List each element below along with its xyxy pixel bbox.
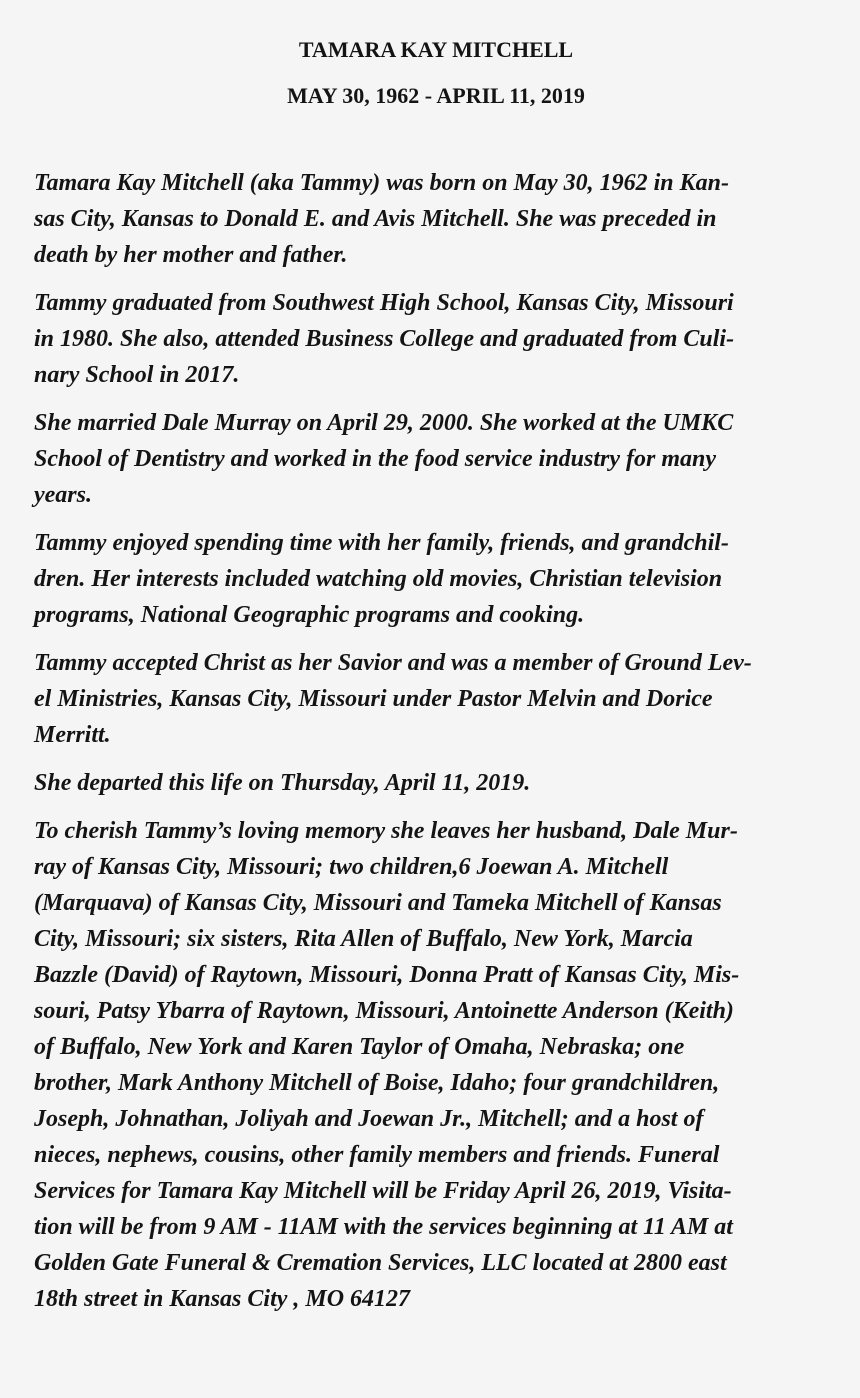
line: years. bbox=[34, 482, 92, 508]
line: sas City, Kansas to Donald E. and Avis Mitchell. She was preceded in bbox=[34, 206, 717, 232]
paragraph-marriage-work bbox=[34, 405, 838, 513]
line: City, Missouri; six sisters, Rita Allen of Buffalo, New York, Marcia bbox=[34, 926, 693, 952]
line: Bazzle (David) of Raytown, Missouri, Donna Pratt of Kansas City, Mis- bbox=[34, 962, 740, 988]
line: School of Dentistry and worked in the food service industry for many bbox=[34, 446, 717, 472]
paragraph-faith bbox=[34, 645, 838, 753]
line: souri, Patsy Ybarra of Raytown, Missouri, Antoinette Anderson (Keith) bbox=[34, 998, 734, 1024]
paragraph-birth bbox=[34, 165, 838, 273]
line: ray of Kansas City, Missouri; two children,6 Joewan A. Mitchell bbox=[34, 854, 669, 880]
paragraph-interests bbox=[34, 525, 838, 633]
obituary-body bbox=[34, 165, 838, 1317]
paragraph-education bbox=[34, 285, 838, 393]
deceased-name: TAMARA KAY MITCHELL bbox=[298, 37, 574, 62]
line: Tammy enjoyed spending time with her family, friends, and grandchil- bbox=[34, 530, 729, 556]
line: Merritt. bbox=[34, 722, 111, 748]
line: nieces, nephews, cousins, other family members and friends. Funeral bbox=[34, 1142, 720, 1168]
line: dren. Her interests included watching old movies, Christian television bbox=[34, 566, 723, 592]
line: (Marquava) of Kansas City, Missouri and Tameka Mitchell of Kansas bbox=[34, 890, 722, 916]
line: of Buffalo, New York and Karen Taylor of Omaha, Nebraska; one bbox=[34, 1034, 685, 1060]
line: tion will be from 9 AM - 11AM with the services beginning at 11 AM at bbox=[34, 1214, 733, 1240]
line: Golden Gate Funeral & Cremation Services, LLC located at 2800 east bbox=[34, 1250, 727, 1276]
line: Tammy accepted Christ as her Savior and was a member of Ground Lev- bbox=[34, 650, 752, 676]
life-dates: MAY 30, 1962 - APRIL 11, 2019 bbox=[287, 83, 585, 108]
line: She married Dale Murray on April 29, 2000. She worked at the UMKC bbox=[34, 410, 734, 436]
line: brother, Mark Anthony Mitchell of Boise, Idaho; four grandchildren, bbox=[34, 1070, 720, 1096]
line: To cherish Tammy’s loving memory she leaves her husband, Dale Mur- bbox=[34, 818, 738, 844]
line: Joseph, Johnathan, Joliyah and Joewan Jr., Mitchell; and a host of bbox=[34, 1106, 704, 1132]
obituary-header bbox=[34, 0, 838, 109]
line: Tamara Kay Mitchell (aka Tammy) was born on May 30, 1962 in Kan- bbox=[34, 170, 729, 196]
line: She departed this life on Thursday, April 11, 2019. bbox=[34, 770, 531, 796]
line: Tammy graduated from Southwest High School, Kansas City, Missouri bbox=[34, 290, 734, 316]
line: 18th street in Kansas City , MO 64127 bbox=[34, 1286, 411, 1312]
line: programs, National Geographic programs and cooking. bbox=[34, 602, 585, 628]
line: el Ministries, Kansas City, Missouri under Pastor Melvin and Dorice bbox=[34, 686, 713, 712]
line: nary School in 2017. bbox=[34, 362, 240, 388]
line: in 1980. She also, attended Business College and graduated from Culi- bbox=[34, 326, 735, 352]
paragraph-departure bbox=[34, 765, 838, 801]
paragraph-survivors-services bbox=[34, 813, 838, 1317]
line: death by her mother and father. bbox=[34, 242, 348, 268]
line: Services for Tamara Kay Mitchell will be Friday April 26, 2019, Visita- bbox=[34, 1178, 732, 1204]
